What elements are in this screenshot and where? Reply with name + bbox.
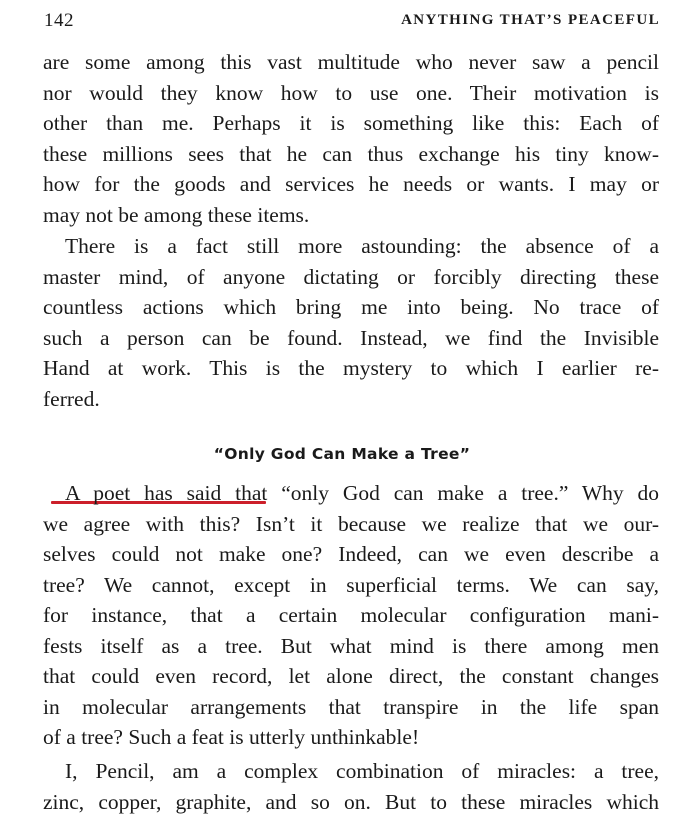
text-line: master mind, of anyone dictating or forcibly directing these bbox=[43, 264, 659, 289]
paragraph-1 bbox=[43, 47, 659, 230]
text-line: ferred. bbox=[43, 386, 100, 411]
text-line: for instance, that a certain molecular configuration mani- bbox=[43, 603, 659, 627]
text-line: I, Pencil, am a complex combination of miracles: a tree, bbox=[65, 759, 659, 783]
text-line: such a person can be found. Instead, we find the Invisible bbox=[43, 325, 659, 350]
running-head: ANYTHING THAT’S PEACEFUL bbox=[401, 12, 660, 28]
page-header bbox=[44, 10, 660, 36]
text-line: we agree with this? Isn’t it because we realize that we our- bbox=[43, 511, 659, 536]
text-line: fests itself as a tree. But what mind is there among men bbox=[43, 633, 659, 658]
text-line: countless actions which bring me into being. No trace of bbox=[43, 295, 659, 319]
text-line: in molecular arrangements that transpire in the life span bbox=[43, 694, 659, 719]
text-line: Hand at work. This is the mystery to which I earlier re- bbox=[43, 356, 659, 380]
page-number: 142 bbox=[44, 10, 74, 31]
text-line: There is a fact still more astounding: the absence of a bbox=[65, 234, 659, 258]
text-line: zinc, copper, graphite, and so on. But to these miracles which bbox=[43, 789, 659, 814]
text-line: that could even record, let alone direct, the constant changes bbox=[43, 664, 659, 688]
paragraph-2 bbox=[43, 231, 659, 414]
text-line: are some among this vast multitude who never saw a pencil bbox=[43, 50, 659, 74]
text-line: nor would they know how to use one. Their motivation is bbox=[43, 80, 659, 105]
section-heading: “Only God Can Make a Tree” bbox=[213, 445, 471, 463]
paragraph-4 bbox=[43, 756, 659, 817]
text-line: tree? We cannot, except in superficial terms. We can say, bbox=[43, 572, 659, 597]
text-line: other than me. Perhaps it is something like this: Each of bbox=[43, 111, 659, 135]
text-line: may not be among these items. bbox=[43, 202, 310, 227]
text-line: these millions sees that he can thus exchange his tiny know- bbox=[43, 141, 659, 166]
text-line: of a tree? Such a feat is utterly unthinkable! bbox=[43, 725, 420, 749]
text-line: A poet has said that “only God can make a tree.” Why do bbox=[65, 481, 659, 505]
paragraph-3 bbox=[43, 478, 659, 753]
text-line: selves could not make one? Indeed, can we even describe a bbox=[43, 542, 659, 566]
text-line: how for the goods and services he needs or wants. I may or bbox=[43, 172, 659, 196]
